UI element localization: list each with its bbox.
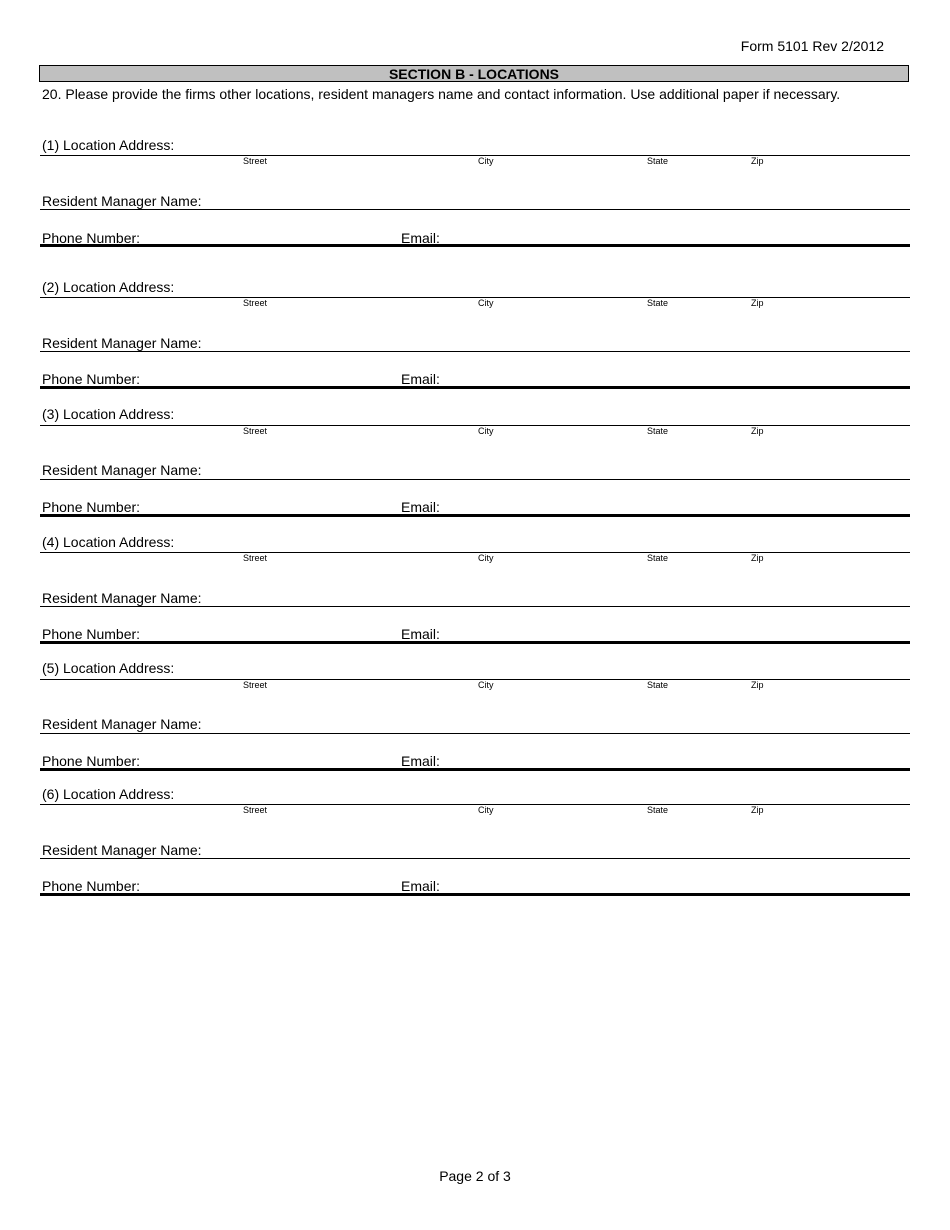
state-sublabel: State [647, 680, 669, 690]
street-sublabel: Street [243, 298, 268, 308]
location-address-label: (4) Location Address: [42, 534, 175, 550]
state-sublabel: State [647, 553, 669, 563]
phone-email-field[interactable] [40, 893, 910, 896]
location-address-field[interactable] [40, 425, 910, 426]
location-address-label: (2) Location Address: [42, 279, 175, 295]
location-address-label: (6) Location Address: [42, 786, 175, 802]
resident-manager-label: Resident Manager Name: [42, 842, 202, 858]
email-label: Email: [401, 753, 440, 769]
page-number: Page 2 of 3 [439, 1168, 511, 1184]
resident-manager-field[interactable] [40, 733, 910, 734]
resident-manager-label: Resident Manager Name: [42, 716, 202, 732]
location-address-label: (3) Location Address: [42, 406, 175, 422]
email-label: Email: [401, 878, 440, 894]
location-address-field[interactable] [40, 297, 910, 298]
resident-manager-field[interactable] [40, 479, 910, 480]
location-address-label: (5) Location Address: [42, 660, 175, 676]
phone-email-field[interactable] [40, 768, 910, 771]
resident-manager-label: Resident Manager Name: [42, 590, 202, 606]
phone-label: Phone Number: [42, 230, 141, 246]
email-label: Email: [401, 626, 440, 642]
street-sublabel: Street [243, 426, 268, 436]
resident-manager-label: Resident Manager Name: [42, 193, 202, 209]
zip-sublabel: Zip [751, 680, 764, 690]
phone-email-field[interactable] [40, 244, 910, 247]
phone-label: Phone Number: [42, 626, 141, 642]
zip-sublabel: Zip [751, 805, 764, 815]
city-sublabel: City [478, 426, 494, 436]
zip-sublabel: Zip [751, 156, 764, 166]
section-title: SECTION B - LOCATIONS [39, 65, 909, 82]
location-address-field[interactable] [40, 552, 910, 553]
email-label: Email: [401, 230, 440, 246]
street-sublabel: Street [243, 156, 268, 166]
phone-label: Phone Number: [42, 371, 141, 387]
resident-manager-label: Resident Manager Name: [42, 462, 202, 478]
phone-label: Phone Number: [42, 878, 141, 894]
phone-label: Phone Number: [42, 499, 141, 515]
city-sublabel: City [478, 298, 494, 308]
state-sublabel: State [647, 298, 669, 308]
phone-email-field[interactable] [40, 386, 910, 389]
zip-sublabel: Zip [751, 298, 764, 308]
street-sublabel: Street [243, 805, 268, 815]
instructions-text: 20. Please provide the firms other locations, resident managers name and contact information. Use additional paper if necessary. [42, 86, 841, 102]
state-sublabel: State [647, 805, 669, 815]
phone-label: Phone Number: [42, 753, 141, 769]
resident-manager-field[interactable] [40, 351, 910, 352]
location-address-field[interactable] [40, 679, 910, 680]
form-number: Form 5101 Rev 2/2012 [740, 38, 884, 54]
street-sublabel: Street [243, 553, 268, 563]
resident-manager-field[interactable] [40, 606, 910, 607]
resident-manager-field[interactable] [40, 858, 910, 859]
resident-manager-label: Resident Manager Name: [42, 335, 202, 351]
city-sublabel: City [478, 680, 494, 690]
state-sublabel: State [647, 156, 669, 166]
city-sublabel: City [478, 805, 494, 815]
phone-email-field[interactable] [40, 514, 910, 517]
city-sublabel: City [478, 553, 494, 563]
email-label: Email: [401, 499, 440, 515]
city-sublabel: City [478, 156, 494, 166]
location-address-field[interactable] [40, 804, 910, 805]
zip-sublabel: Zip [751, 426, 764, 436]
state-sublabel: State [647, 426, 669, 436]
street-sublabel: Street [243, 680, 268, 690]
phone-email-field[interactable] [40, 641, 910, 644]
location-address-label: (1) Location Address: [42, 137, 175, 153]
resident-manager-field[interactable] [40, 209, 910, 210]
location-address-field[interactable] [40, 155, 910, 156]
email-label: Email: [401, 371, 440, 387]
zip-sublabel: Zip [751, 553, 764, 563]
